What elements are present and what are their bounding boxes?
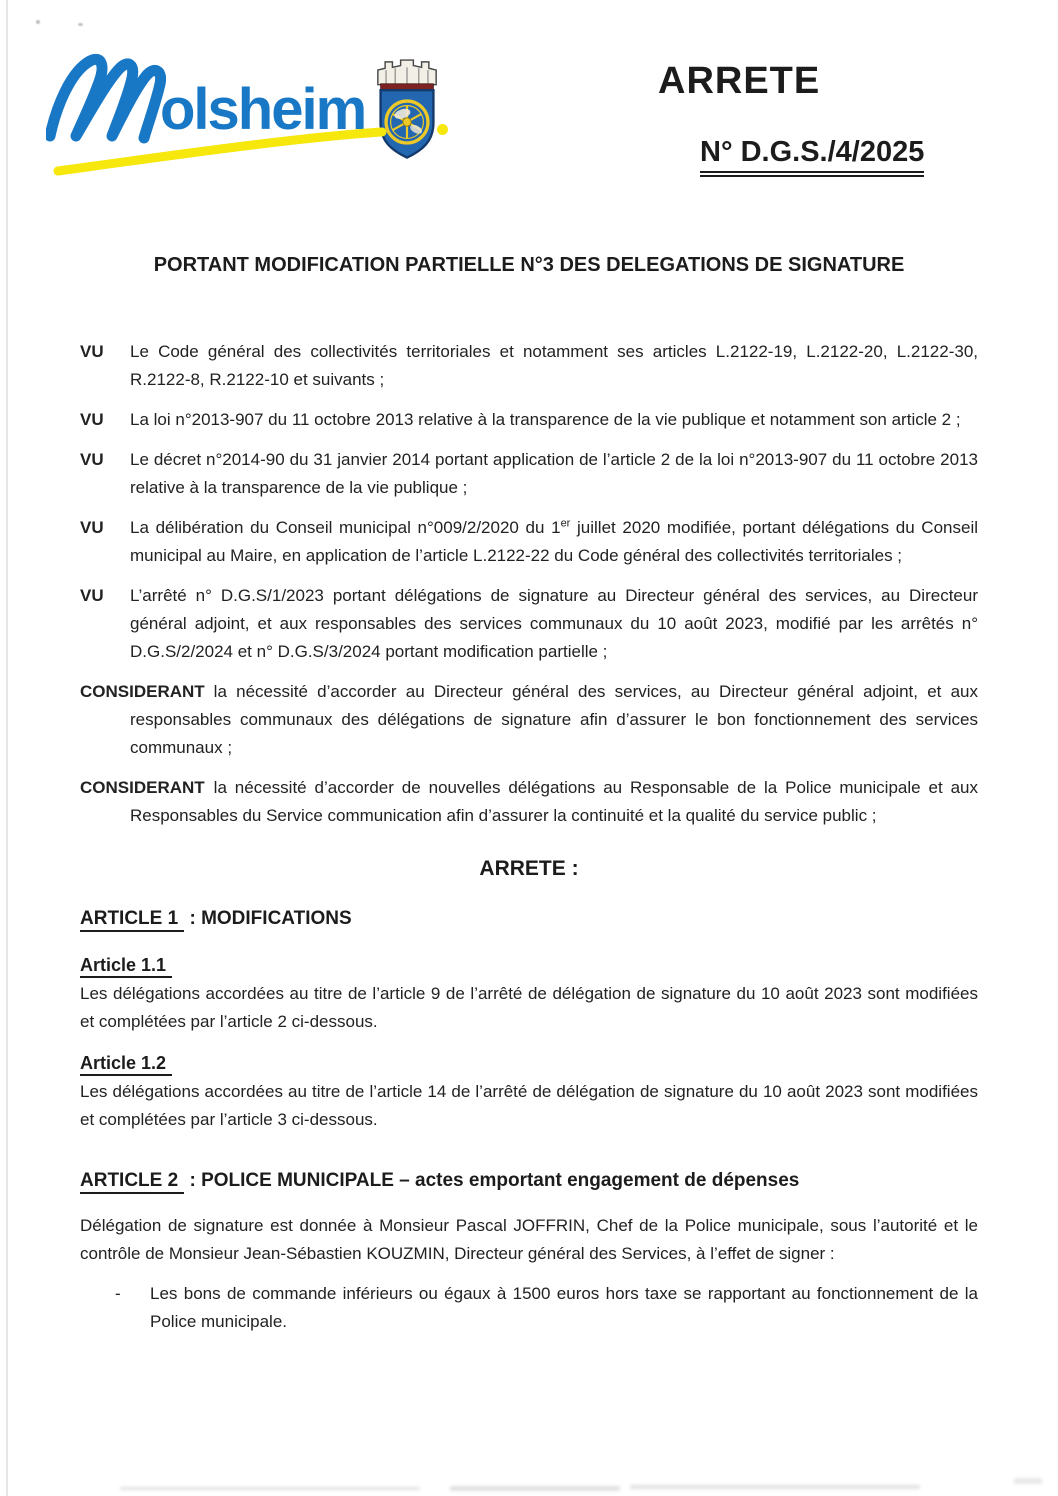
- document-body: [80, 252, 978, 1336]
- scan-edge: [6, 0, 8, 1496]
- recital-vu-1: [80, 338, 978, 394]
- recital-label: VU: [80, 586, 104, 605]
- recital-text: [130, 518, 978, 565]
- yellow-dot: [437, 124, 448, 135]
- article-2-heading: [80, 1168, 978, 1194]
- recital-label: VU: [80, 450, 104, 469]
- article-1-1-body: Les délégations accordées au titre de l’article 9 de l’arrêté de délégation de signature du 10 août 2023 sont modifiées et complétées par l’article 2 ci-dessous.: [80, 984, 978, 1031]
- logo-text: olsheim: [160, 77, 366, 142]
- article-1-1-heading: [80, 952, 978, 978]
- doc-title: PORTANT MODIFICATION PARTIELLE N°3 DES DELEGATIONS DE SIGNATURE: [153, 254, 905, 276]
- article-2-heading-rest: : POLICE MUNICIPALE – actes emportant engagement de dépenses: [184, 1170, 800, 1191]
- recital-text: Le Code général des collectivités territoriales et notamment ses articles L.2122-19, L.2122-20, L.2122-30, R.2122-8, R.2122-10 et suivants ;: [130, 342, 978, 389]
- yellow-swoosh-underline: [50, 126, 390, 178]
- article-1-1-heading-underlined: Article 1.1: [80, 955, 172, 978]
- recital-label: VU: [80, 518, 104, 537]
- arrete-title: ARRETE: [658, 60, 821, 102]
- recital-text-part: La délibération du Conseil municipal n°009/2/2020 du 1: [130, 518, 561, 537]
- recital-label: VU: [80, 342, 104, 361]
- recital-text: Le décret n°2014-90 du 31 janvier 2014 portant application de l’article 2 de la loi n°2013-907 du 11 octobre 2013 relative à la transparence de la vie publique ;: [130, 450, 978, 497]
- recital-label: VU: [80, 410, 104, 429]
- scan-smudge: [630, 1485, 920, 1489]
- scan-smudge: [120, 1487, 420, 1490]
- recital-vu-5: [80, 582, 978, 666]
- bullet-item: [80, 1280, 978, 1336]
- article-1-2-heading-underlined: Article 1.2: [80, 1053, 172, 1076]
- recital-text: La loi n°2013-907 du 11 octobre 2013 relative à la transparence de la vie publique et notamment son article 2 ;: [130, 410, 961, 429]
- superscript-er: er: [560, 517, 571, 530]
- article-1-2-heading: [80, 1050, 978, 1076]
- article-1-2-body: Les délégations accordées au titre de l’article 14 de l’arrêté de délégation de signature du 10 août 2023 sont modifiées et complétées par l’article 3 ci-dessous.: [80, 1082, 978, 1129]
- scan-smudge: [450, 1486, 620, 1491]
- recital-considerant-1: [80, 678, 978, 762]
- article-1-heading-underlined: ARTICLE 1: [80, 908, 184, 932]
- document-header: [0, 0, 1058, 200]
- arrete-number: N° D.G.S./4/2025: [700, 136, 924, 177]
- recital-text: L’arrêté n° D.G.S/1/2023 portant délégations de signature au Directeur général des services, au Directeur général adjoint, et aux responsables des services communaux du 10 août 2023, modifié par les arrêtés n° D.G.S/2/2024 et n° D.G.S/3/2024 portant modification partielle ;: [130, 586, 978, 661]
- recital-vu-4: [80, 514, 978, 570]
- recital-vu-2: [80, 406, 978, 434]
- recital-text: la nécessité d’accorder de nouvelles délégations au Responsable de la Police municipale et aux Responsables du Service communication afin d’assurer la continuité et la qualité du service public ;: [130, 778, 978, 825]
- recital-vu-3: [80, 446, 978, 502]
- bullet-dash: -: [115, 1284, 121, 1303]
- decision-heading: ARRETE :: [479, 857, 579, 880]
- recital-considerant-2: [80, 774, 978, 830]
- recital-text: la nécessité d’accorder au Directeur général des services, au Directeur général adjoint, et aux responsables communaux des délégations de signature afin d’assurer le bon fonctionnement des services communaux ;: [130, 682, 978, 757]
- bullet-text: Les bons de commande inférieurs ou égaux à 1500 euros hors taxe se rapportant au fonctionnement de la Police municipale.: [150, 1284, 978, 1331]
- article-1-heading: [80, 906, 978, 932]
- recital-label: CONSIDERANT: [80, 682, 205, 701]
- scan-smudge: [1014, 1478, 1042, 1484]
- article-2-body: Délégation de signature est donnée à Monsieur Pascal JOFFRIN, Chef de la Police municipale, sous l’autorité et le contrôle de Monsieur Jean-Sébastien KOUZMIN, Directeur général des Services, à l’effet de signer :: [80, 1216, 978, 1263]
- recital-label: CONSIDERANT: [80, 778, 205, 797]
- article-1-heading-rest: : MODIFICATIONS: [184, 908, 352, 929]
- article-2-heading-underlined: ARTICLE 2: [80, 1170, 184, 1194]
- recital-text-part: juillet 2020 modifiée, portant délégations du Conseil municipal au Maire, en application de l’article L.2122-22 du Code général des collectivités territoriales ;: [130, 518, 979, 565]
